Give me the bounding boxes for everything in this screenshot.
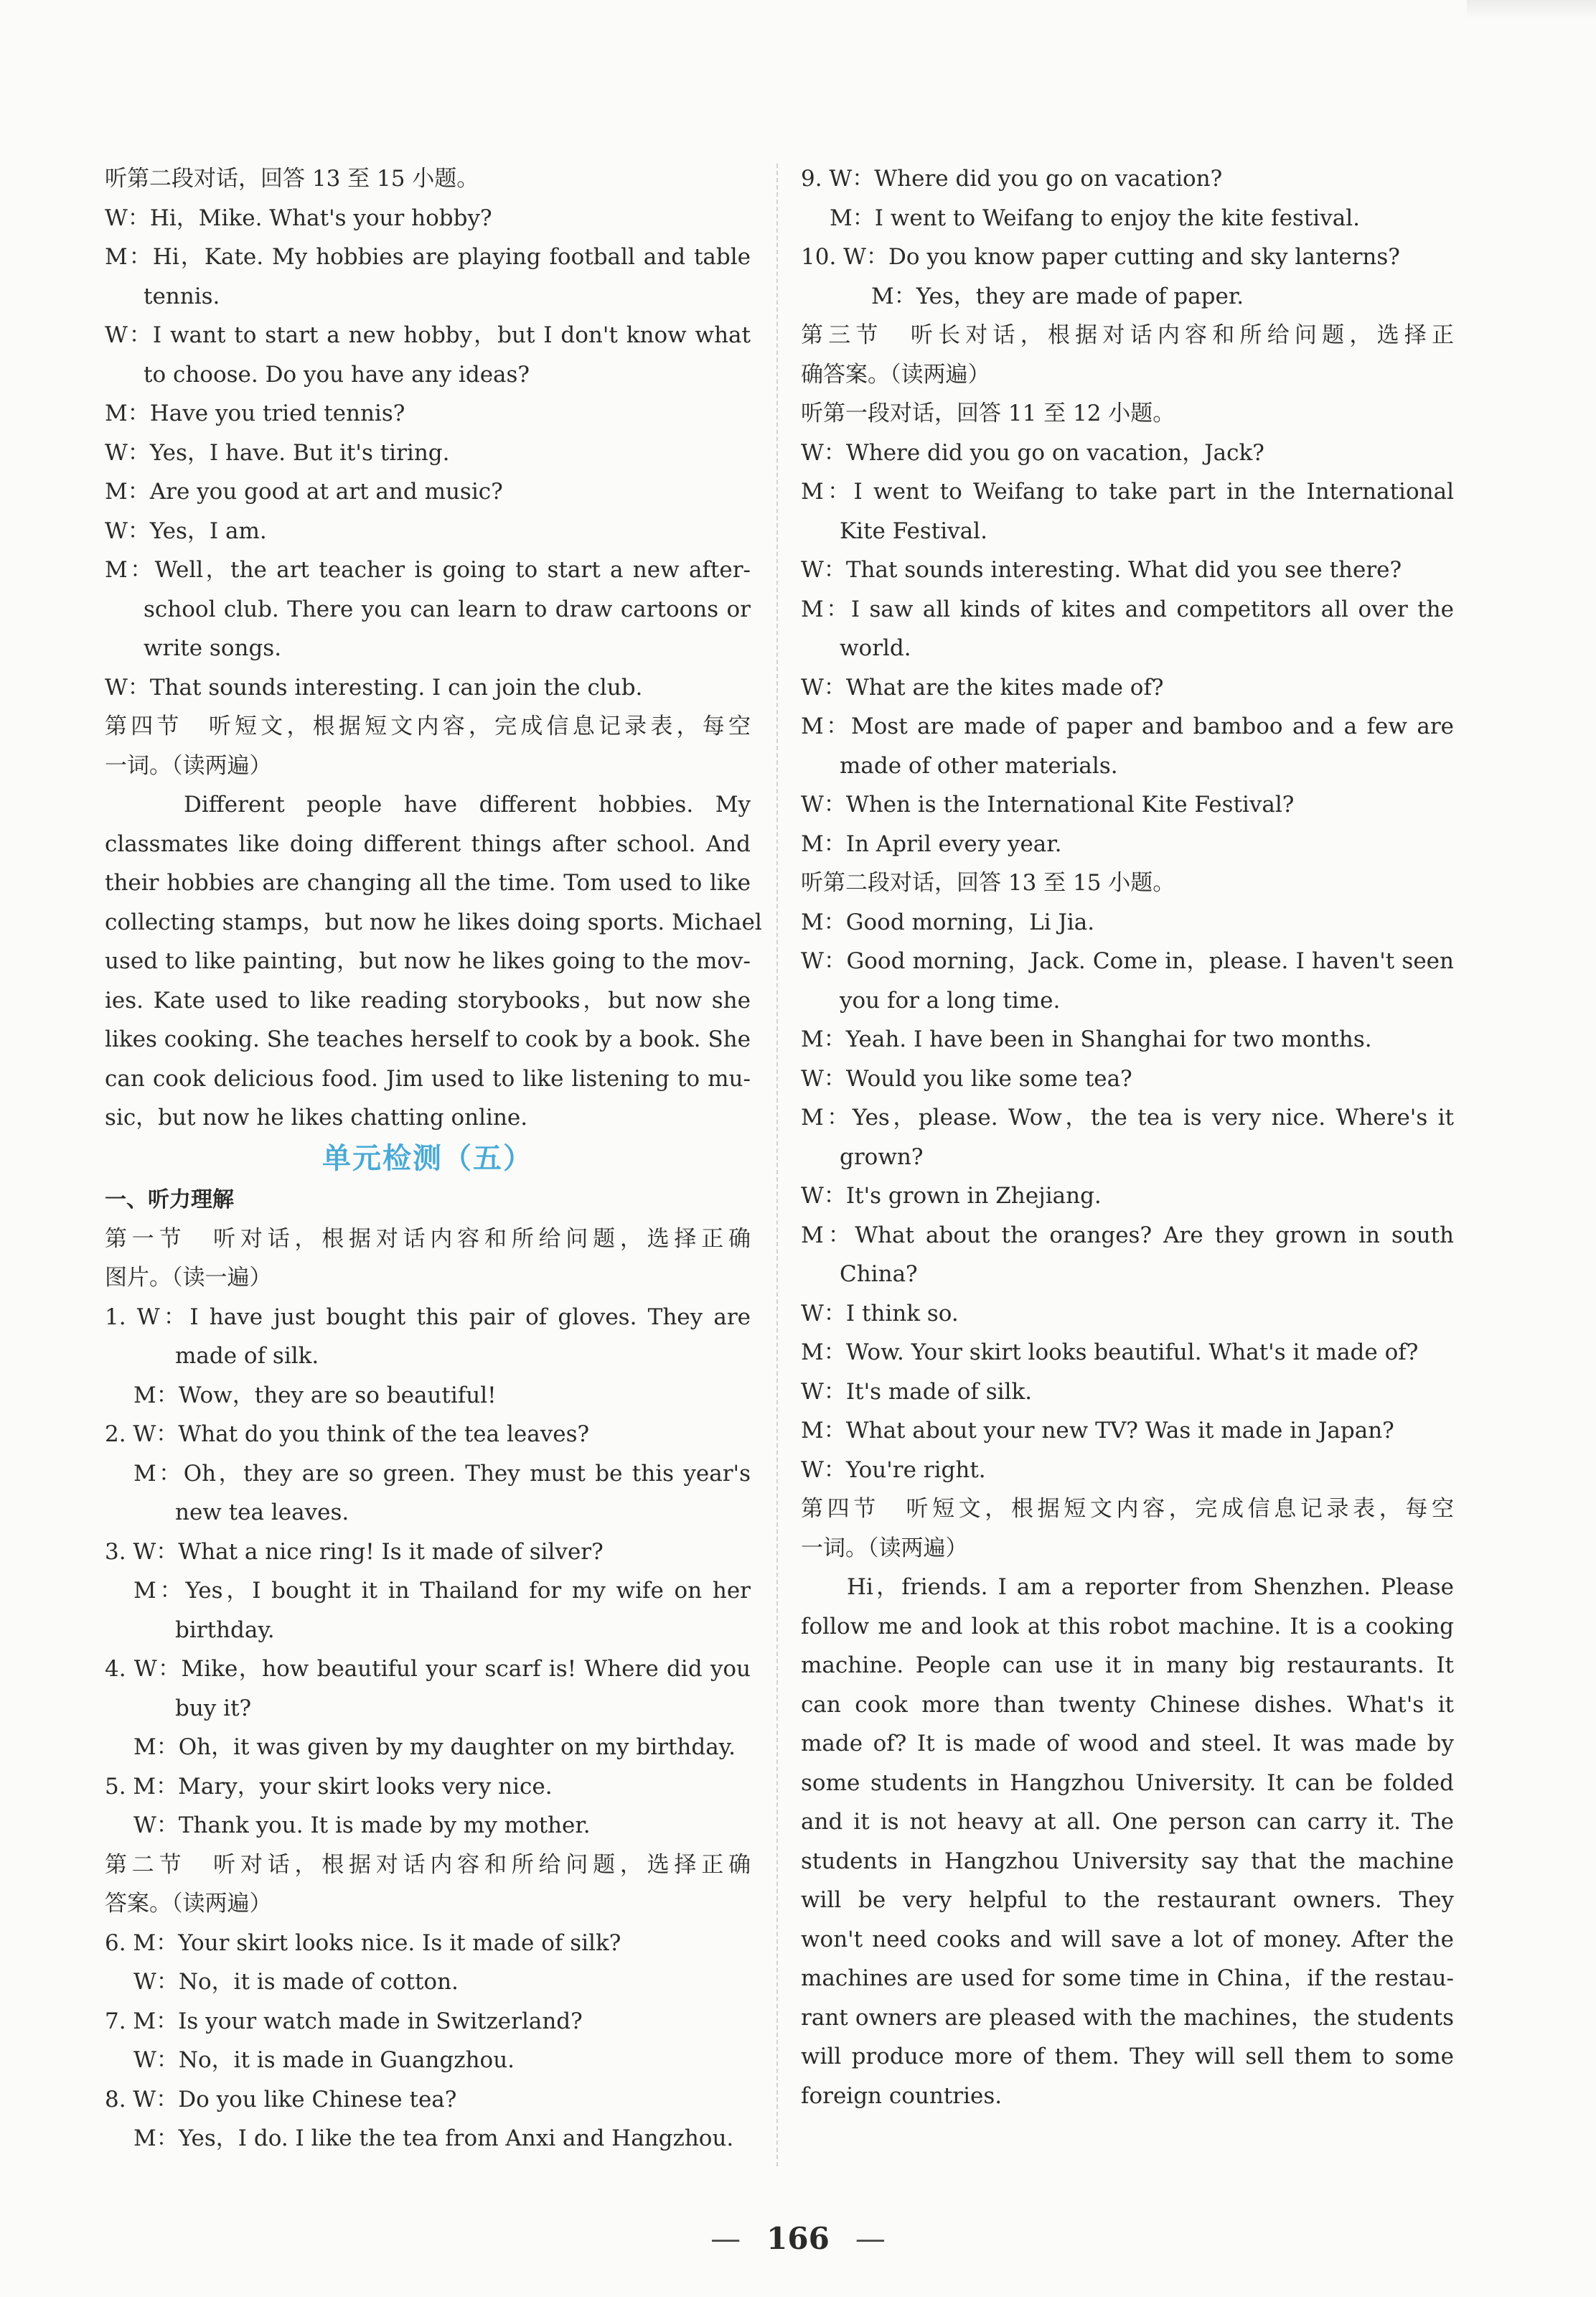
left-text-line: M：Well，the art teacher is going to start a new after- [105,557,751,583]
right-text-line: world. [840,635,911,661]
right-text-line: made of? It is made of wood and steel. It was made by [801,1731,1454,1756]
left-text-line: M：Yes，I bought it in Thailand for my wife on her [133,1578,751,1604]
left-text-line: to choose. Do you have any ideas? [144,361,530,388]
right-text-line: W：When is the International Kite Festival? [801,792,1295,818]
left-text-line: new tea leaves. [175,1500,349,1525]
right-text-line: 9. W：Where did you go on vacation? [801,166,1223,192]
left-text-line: W：I want to start a new hobby，but I don't know what [105,322,751,348]
left-text-line: M：Are you good at art and music? [105,479,503,505]
left-text-line: used to like painting，but now he likes going to the mov- [105,948,751,974]
right-text-line: W：I think so. [801,1300,959,1327]
right-text-line: M：I saw all kinds of kites and competitors all over the [801,596,1454,622]
right-text-line: W：Would you like some tea? [801,1065,1132,1092]
right-text-line: M：Good morning，Li Jia. [801,909,1095,935]
right-text-line: machine. People can use it in many big restaurants. It [801,1652,1454,1678]
left-text-line: 答案。（读两遍） [105,1891,272,1917]
right-text-line: Kite Festival. [840,518,987,544]
right-text-line: M：Yes，they are made of paper. [871,283,1244,309]
right-text-line: machines are used for some time in China，if the restau- [801,1965,1454,1991]
left-text-line: school club. There you can learn to draw cartoons or [144,596,751,622]
right-text-line: grown? [840,1143,924,1170]
left-text-line: M：Oh，they are so green. They must be this year's [133,1460,751,1487]
left-text-line: W：No，it is made of cotton. [133,1969,459,1995]
left-text-line: W：Hi，Mike. What's your hobby? [105,205,492,231]
right-text-line: W：That sounds interesting. What did you see there? [801,557,1402,583]
right-text-line: won't need cooks and will save a lot of money. After the [801,1926,1454,1952]
right-text-line: M：In April every year. [801,831,1062,857]
right-text-line: 10. W：Do you know paper cutting and sky lanterns? [801,244,1400,270]
left-text-line: 2. W：What do you think of the tea leaves? [105,1421,590,1447]
right-text-line: will produce more of them. They will sell them to some [801,2044,1454,2069]
left-text-line: W：No，it is made in Guangzhou. [133,2047,515,2073]
left-text-line: M：Have you tried tennis? [105,401,405,426]
right-text-line: M：Most are made of paper and bamboo and a few are [801,714,1454,739]
right-text-line: M：I went to Weifang to take part in the International [801,479,1454,505]
left-part-heading: 一、听力理解 [105,1187,234,1212]
left-text-line: Different people have different hobbies. My [184,792,751,818]
right-text-line: will be very helpful to the restaurant owners. They [801,1887,1454,1913]
page-corner-shadow [1467,0,1596,19]
left-text-line: M：Wow，they are so beautiful! [133,1382,497,1408]
left-text-line: W：Yes，I have. But it's tiring. [105,439,450,466]
right-text-line: 听第二段对话，回答 13 至 15 小题。 [801,870,1175,896]
left-text-line: 第一节 听对话，根据对话内容和所给问题，选择正确 [105,1225,751,1252]
left-text-line: birthday. [175,1617,275,1643]
right-text-line: 一词。（读两遍） [801,1535,968,1561]
left-text-line: 听第二段对话，回答 13 至 15 小题。 [105,166,479,192]
right-text-line: M：Yes，please. Wow，the tea is very nice. Where's it [801,1105,1454,1131]
right-text-line: W：Where did you go on vacation，Jack? [801,439,1264,466]
right-text-line: foreign countries. [801,2082,1003,2109]
right-text-line: W：It's made of silk. [801,1378,1033,1405]
right-text-line: M：Wow. Your skirt looks beautiful. What's it made of? [801,1339,1419,1365]
left-text-line: tennis. [144,283,220,309]
right-text-line: W：It's grown in Zhejiang. [801,1183,1102,1209]
right-text-line: China? [840,1261,918,1287]
right-text-line: rant owners are pleased with the machines，the students [801,2004,1454,2031]
left-text-line: write songs. [144,635,282,661]
left-text-line: their hobbies are changing all the time. Tom used to like [105,870,751,896]
left-text-line: 第二节 听对话，根据对话内容和所给问题，选择正确 [105,1851,751,1878]
left-text-line: sic，but now he likes chatting online. [105,1105,528,1131]
right-text-line: some students in Hangzhou University. It can be folded [801,1769,1454,1796]
left-text-line: 5. M：Mary，your skirt looks very nice. [105,1773,553,1800]
right-text-line: and it is not heavy at all. One person can carry it. The [801,1809,1454,1835]
left-section-heading: 单元检测（五） [322,1141,533,1175]
left-text-line: 6. M：Your skirt looks nice. Is it made of silk? [105,1929,621,1956]
page-number [0,2221,1596,2256]
right-text-line: W：You're right. [801,1456,986,1483]
left-text-line: W：That sounds interesting. I can join the club. [105,674,643,701]
right-text-line: M：I went to Weifang to enjoy the kite festival. [830,205,1360,231]
left-text-line: can cook delicious food. Jim used to like listening to mu- [105,1065,751,1092]
right-text-line: M：What about your new TV? Was it made in Japan? [801,1418,1394,1444]
left-text-line: M：Oh，it was given by my daughter on my birthday. [133,1734,736,1760]
left-text-line: 1. W：I have just bought this pair of gloves. They are [105,1304,751,1330]
right-column [801,159,1454,2115]
right-text-line: 第四节 听短文，根据短文内容，完成信息记录表，每空 [801,1496,1454,1522]
right-text-line: 第三节 听长对话，根据对话内容和所给问题，选择正 [801,322,1454,348]
right-text-line: Hi，friends. I am a reporter from Shenzhen. Please [847,1574,1454,1600]
right-text-line: you for a long time. [840,987,1061,1014]
left-text-line: 一词。（读两遍） [105,752,272,779]
left-text-line: ies. Kate used to like reading storybooks，but now she [105,987,751,1014]
right-text-line: follow me and look at this robot machine. It is a cooking [801,1613,1454,1639]
right-text-line: W：What are the kites made of? [801,674,1164,701]
left-text-line: collecting stamps，but now he likes doing sports. Michael [105,909,762,935]
left-text-line: M：Hi，Kate. My hobbies are playing football and table [105,244,751,270]
left-text-line: 图片。（读一遍） [105,1265,272,1291]
left-text-line: W：Yes，I am. [105,518,267,544]
left-text-line: 3. W：What a nice ring! Is it made of silver? [105,1538,604,1565]
left-column [105,159,762,2158]
right-text-line: 听第一段对话，回答 11 至 12 小题。 [801,401,1175,426]
left-text-line: 4. W：Mike，how beautiful your scarf is! Where did you [105,1656,751,1682]
left-text-line: 7. M：Is your watch made in Switzerland? [105,2008,583,2034]
page-number-value: 166 [766,2221,830,2256]
column-divider [776,164,778,2166]
right-text-line: students in Hangzhou University say that the machine [801,1848,1454,1874]
right-text-line: W：Good morning，Jack. Come in，please. I haven't seen [801,948,1454,974]
right-text-line: can cook more than twenty Chinese dishes. What's it [801,1691,1454,1718]
right-text-line: 确答案。（读两遍） [801,361,990,388]
right-text-line: M：What about the oranges? Are they grown in south [801,1222,1454,1248]
left-text-line: buy it? [175,1695,252,1721]
left-text-line: M：Yes，I do. I like the tea from Anxi and Hangzhou. [133,2125,734,2151]
left-text-line: classmates like doing different things after school. And [105,831,751,857]
left-text-line: W：Thank you. It is made by my mother. [133,1812,591,1838]
right-text-line: M：Yeah. I have been in Shanghai for two months. [801,1026,1372,1052]
page-number-dash-left: — [710,2221,741,2256]
page-number-dash-right: — [855,2221,886,2256]
left-text-line: likes cooking. She teaches herself to cook by a book. She [105,1026,751,1052]
left-text-line: 第四节 听短文，根据短文内容，完成信息记录表，每空 [105,714,751,739]
right-text-line: made of other materials. [840,752,1118,779]
left-text-line: made of silk. [175,1343,319,1369]
left-text-line: 8. W：Do you like Chinese tea? [105,2086,457,2113]
